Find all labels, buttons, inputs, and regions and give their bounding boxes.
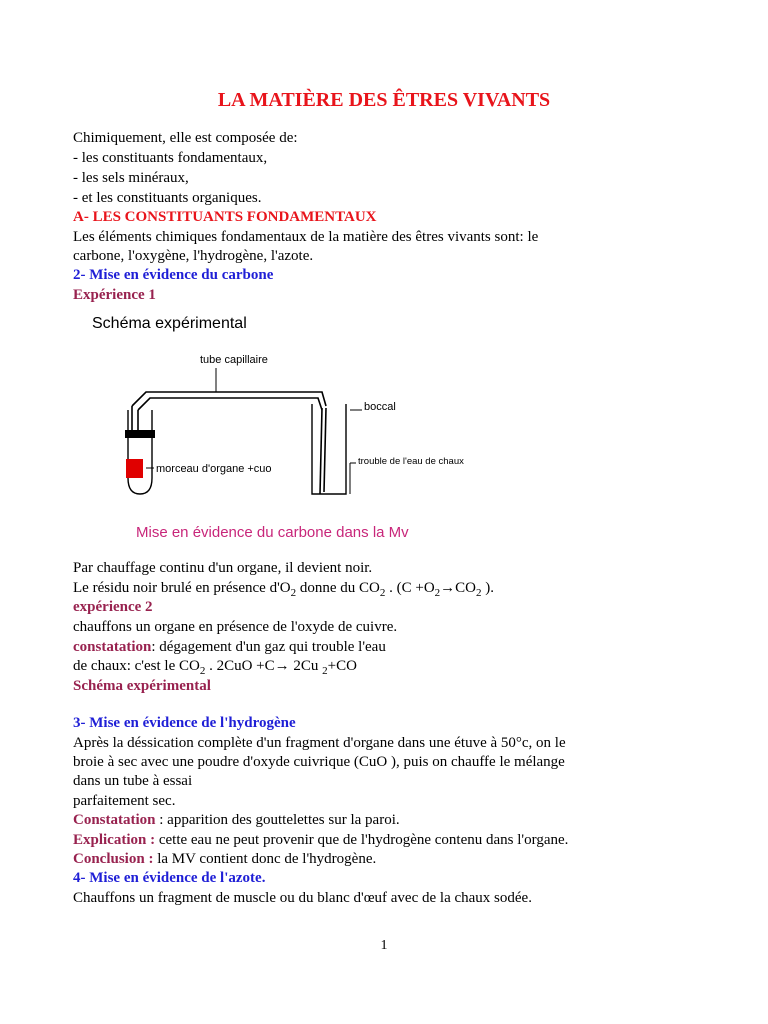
experience-2-label: expérience 2 xyxy=(73,599,153,615)
nitrogen-text: Chauffons un fragment de muscle ou du blanc d'œuf avec de la chaux sodée. xyxy=(73,890,532,906)
intro-item: - les sels minéraux, xyxy=(73,170,189,186)
section-a-text: Les éléments chimiques fondamentaux de la matière des êtres vivants sont: le xyxy=(73,229,539,245)
hydrogen-heading: 3- Mise en évidence de l'hydrogène xyxy=(73,715,296,731)
diagram-caption: Mise en évidence du carbone dans la Mv xyxy=(136,524,409,541)
capillary-tube xyxy=(132,392,326,406)
diagram-title: Schéma expérimental xyxy=(92,315,247,332)
page-number: 1 xyxy=(380,938,388,953)
equation-line: de chaux: c'est le $CO_2$ . 2CuO +C→ 2Cu $_2$+CO xyxy=(73,658,357,677)
intro-item: - les constituants fondamentaux, xyxy=(73,150,268,166)
hydrogen-constatation: Constatation : apparition des gouttelettes sur la paroi. xyxy=(73,812,400,828)
section-a-text: carbone, l'oxygène, l'hydrogène, l'azote. xyxy=(73,248,314,264)
nitrogen-heading: 4- Mise en évidence de l'azote. xyxy=(73,870,266,886)
section-a-heading: A- LES CONSTITUANTS FONDAMENTAUX xyxy=(73,209,377,225)
label-boccal: boccal xyxy=(364,401,396,413)
label-tube-capillaire: tube capillaire xyxy=(200,354,268,366)
jar xyxy=(312,404,346,494)
carbon-experiment-diagram xyxy=(88,306,464,550)
label-organe: morceau d'organe +cuo xyxy=(156,463,272,475)
intro-lead: Chimiquement, elle est composée de: xyxy=(73,130,298,146)
hydrogen-explication: Explication : cette eau ne peut provenir que de l'hydrogène contenu dans l'organe. xyxy=(73,832,569,848)
constatation-line: constatation: dégagement d'un gaz qui trouble l'eau xyxy=(73,639,386,655)
label-chaux: trouble de l'eau de chaux xyxy=(358,456,464,467)
hydrogen-text: dans un tube à essai xyxy=(73,773,193,789)
hydrogen-text: parfaitement sec. xyxy=(73,793,176,809)
observation-1: Par chauffage continu d'un organe, il devient noir. xyxy=(73,560,373,576)
hydrogen-text: Après la déssication complète d'un fragment d'organe dans une étuve à 50°c, on le xyxy=(73,735,566,751)
schema-label: Schéma expérimental xyxy=(73,678,211,694)
hydrogen-text: broie à sec avec une poudre d'oxyde cuivrique (CuO ), puis on chauffe le mélange xyxy=(73,754,565,770)
capillary-tube-inner xyxy=(138,398,322,410)
experience-2-text: chauffons un organe en présence de l'oxyde de cuivre. xyxy=(73,619,398,635)
page-title: LA MATIÈRE DES ÊTRES VIVANTS xyxy=(217,89,551,111)
experience-1-label: Expérience 1 xyxy=(73,287,156,303)
stopper xyxy=(125,430,155,438)
observation-2: Le résidu noir brulé en présence $d'O_2$ donne du $CO_2$ . ($C +O_2\to CO_2$ ). xyxy=(73,580,495,599)
intro-item: - et les constituants organiques. xyxy=(73,190,262,206)
organ-piece xyxy=(126,459,143,478)
hydrogen-conclusion: Conclusion : la MV contient donc de l'hydrogène. xyxy=(73,851,377,867)
carbon-heading: 2- Mise en évidence du carbone xyxy=(73,267,274,283)
